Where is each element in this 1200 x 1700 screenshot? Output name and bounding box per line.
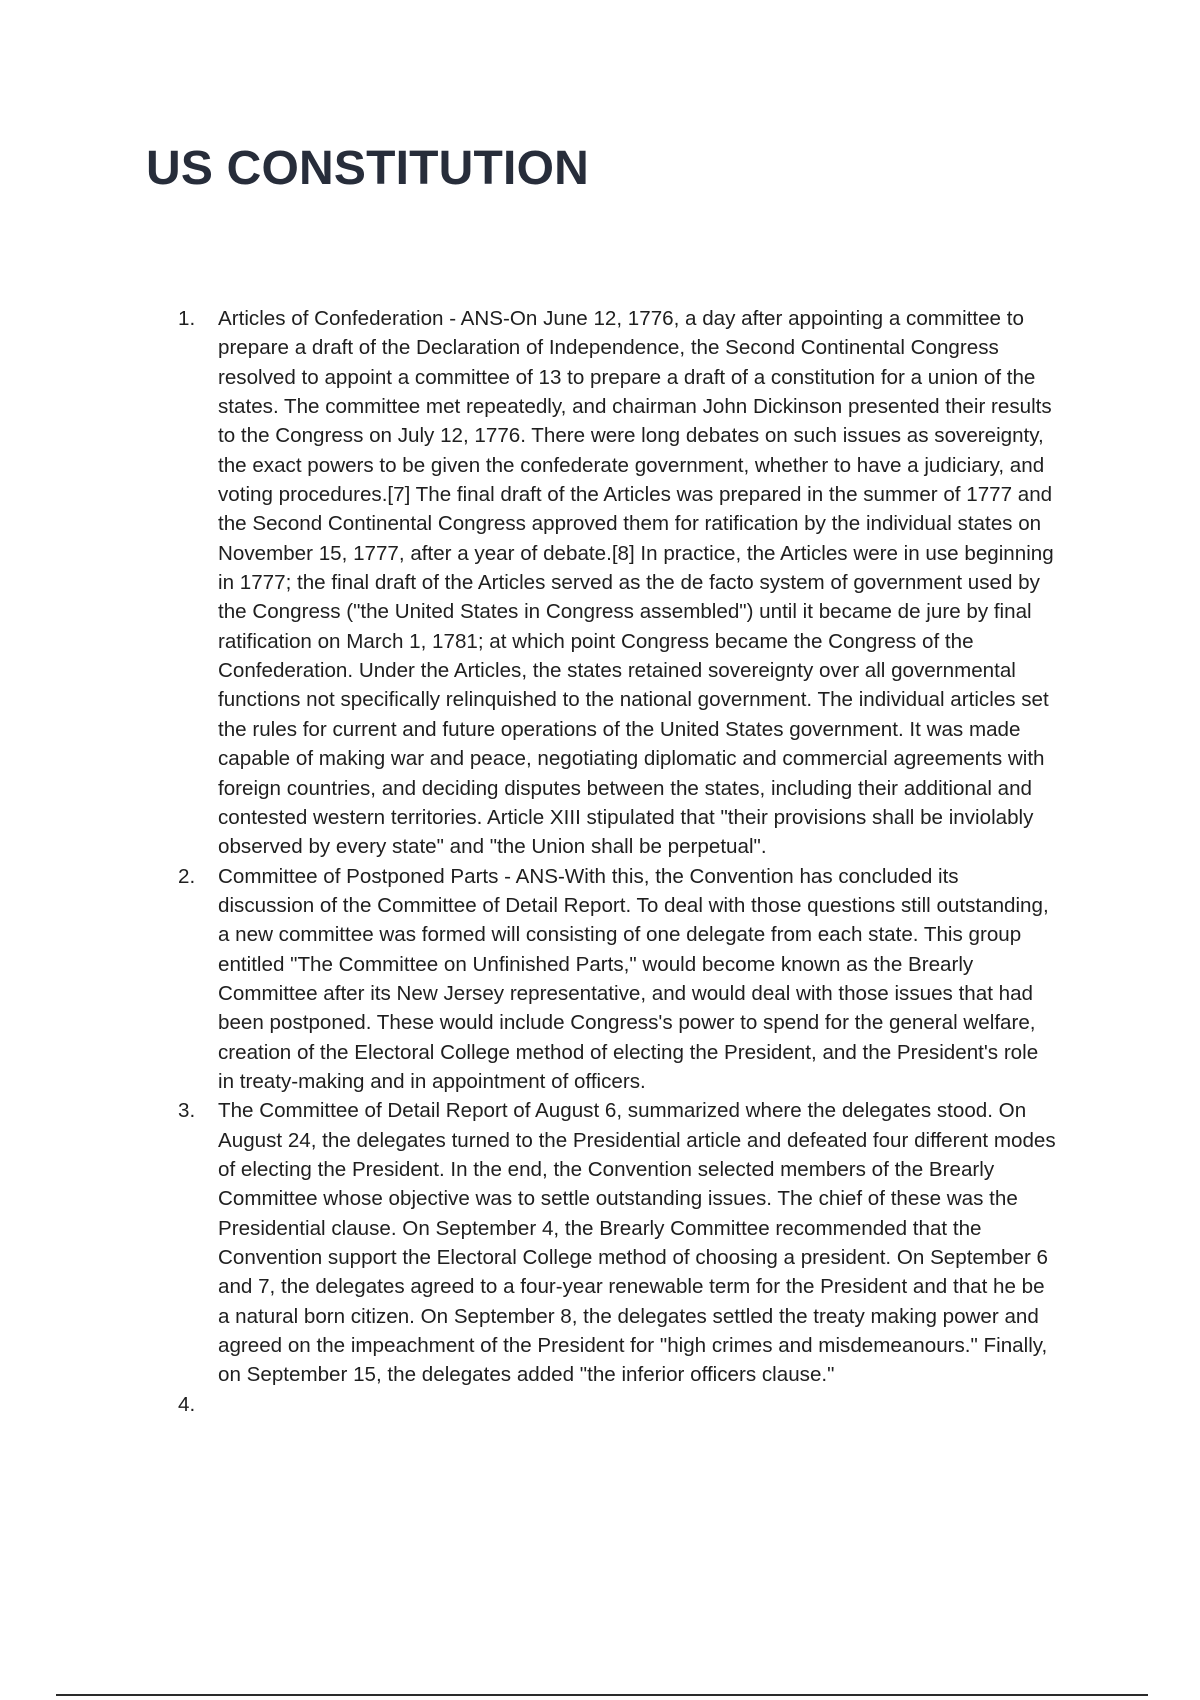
list-item-2: [178, 862, 1058, 1097]
list-item-number: 4.: [178, 1392, 196, 1416]
list-item-3: [178, 1096, 1058, 1389]
list-item-text: The Committee of Detail Report of August 6, summarized where the delegates stood. On August 24, the delegates turned to the Presidential article and defeated four different modes of electing the President. In the end, the Convention selected members of the Brearly Committee whose objective was to settle outstanding issues. The chief of these was the Presidential clause. On September 4, the Brearly Committee recommended that the Convention support the Electoral College method of choosing a president. On September 6 and 7, the delegates agreed to a four-year renewable term for the President and that he be a natural born citizen. On September 8, the delegates settled the treaty making power and agreed on the impeachment of the President for "high crimes and misdemeanours." Finally, on September 15, the delegates added "the inferior officers clause.": [218, 1099, 1056, 1387]
list-item-number: 3.: [178, 1099, 196, 1123]
page-title: US CONSTITUTION: [146, 142, 589, 195]
list-item-text: [218, 1390, 1058, 1419]
page-bottom-rule: [56, 1694, 1148, 1696]
list-item-4: [178, 1390, 1058, 1419]
list-item-text: Committee of Postponed Parts - ANS-With this, the Convention has concluded its discussion of the Committee of Detail Report. To deal with those questions still outstanding, a new committee was formed will consisting of one delegate from each state. This group entitled "The Committee on Unfinished Parts," would become known as the Brearly Committee after its New Jersey representative, and would deal with those issues that had been postponed. These would include Congress's power to spend for the general welfare, creation of the Electoral College method of electing the President, and the President's role in treaty-making and in appointment of officers.: [218, 864, 1049, 1093]
numbered-list: [178, 304, 1058, 1419]
list-item-number: 1.: [178, 307, 196, 330]
list-item-text: Articles of Confederation - ANS-On June 12, 1776, a day after appointing a committee to prepare a draft of the Declaration of Independence, the Second Continental Congress resolved to appoint a committee of 13 to prepare a draft of a constitution for a union of the states. The committee met repeatedly, and chairman John Dickinson presented their results to the Congress on July 12, 1776. There were long debates on such issues as sovereignty, the exact powers to be given the confederate government, whether to have a judiciary, and voting procedures.[7] The final draft of the Articles was prepared in the summer of 1777 and the Second Continental Congress approved them for ratification by the individual states on November 15, 1777, after a year of debate.[8] In practice, the Articles were in use beginning in 1777; the final draft of the Articles served as the de facto system of government used by the Congress ("the United States in Congress assembled") until it became de jure by final ratification on March 1, 1781; at which point Congress became the Congress of the Confederation. Under the Articles, the states retained sovereignty over all governmental functions not specifically relinquished to the national government. The individual articles set the rules for current and future operations of the United States government. It was made capable of making war and peace, negotiating diplomatic and commercial agreements with foreign countries, and deciding disputes between the states, including their additional and contested western territories. Article XIII stipulated that "their provisions shall be inviolably observed by every state" and "the Union shall be perpetual".: [218, 307, 1054, 859]
list-item-1: [178, 304, 1058, 862]
list-item-number: 2.: [178, 864, 196, 888]
